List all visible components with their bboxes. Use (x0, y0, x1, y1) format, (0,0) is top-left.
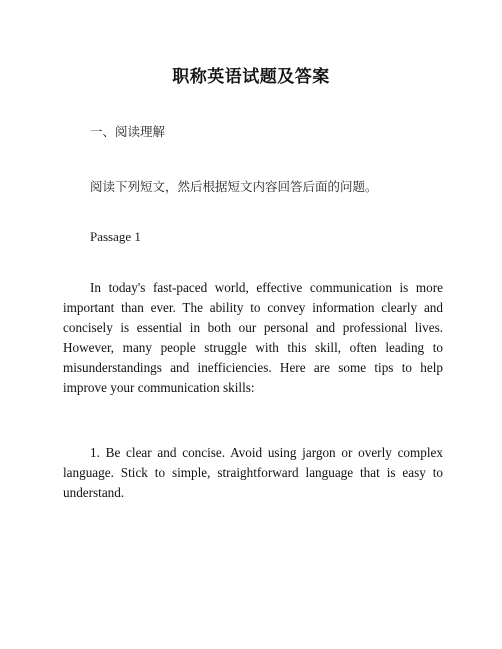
paragraph-intro: In today's fast-paced world, effective communication is more important than ever. The ability to convey information clearly and concisely is essential in both our personal and professional lives. However, many people struggle with this skill, often leading to misunderstandings and inefficiencies. Here are some tips to help improve your communication skills: (63, 280, 443, 395)
instruction-text: 阅读下列短文，然后根据短文内容回答后面的问题。 (90, 179, 378, 194)
document-title: 职称英语试题及答案 (172, 67, 330, 87)
passage-label: Passage 1 (90, 229, 141, 244)
section-heading: 一、阅读理解 (90, 124, 166, 139)
paragraph-tip-1: 1. Be clear and concise. Avoid using jargon or overly complex language. Stick to simple, straightforward language that is easy to understand. (63, 445, 443, 500)
